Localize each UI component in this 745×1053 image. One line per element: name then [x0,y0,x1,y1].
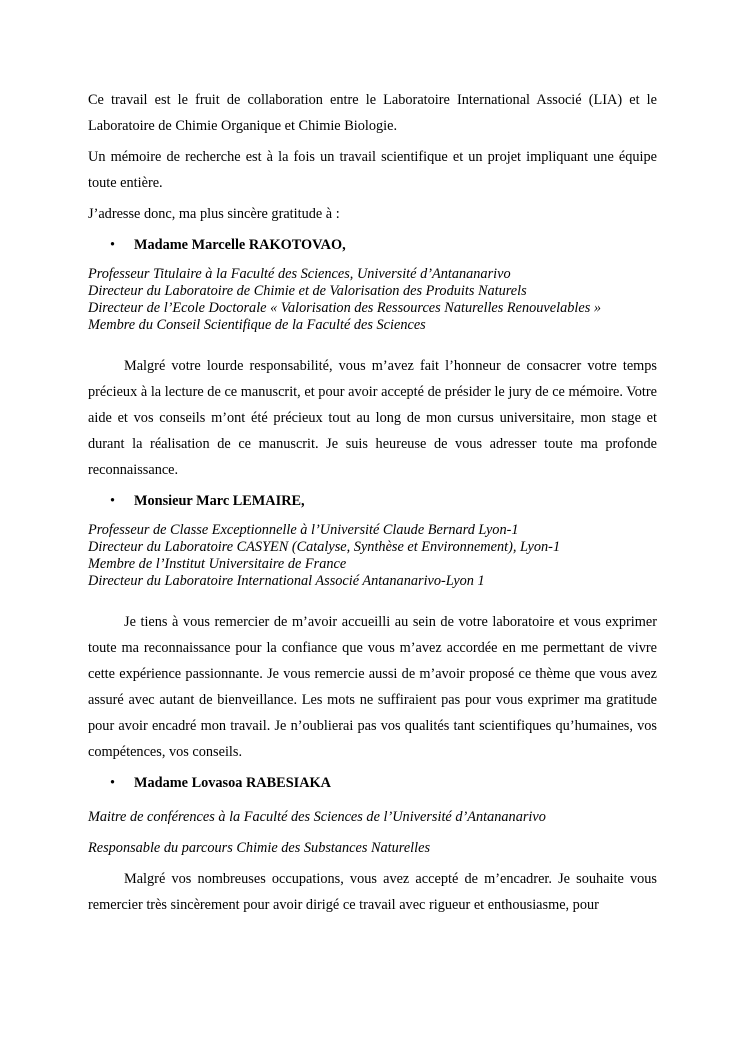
person-1-title-line: Professeur Titulaire à la Faculté des Sciences, Université d’Antananarivo [88,266,511,282]
person-2-titles [88,522,657,590]
person-2-title-line: Directeur du Laboratoire International Associé Antananarivo-Lyon 1 [88,573,485,589]
person-2-title-line: Membre de l’Institut Universitaire de France [88,556,347,572]
person-1-title-line: Directeur du Laboratoire de Chimie et de Valorisation des Produits Naturels [88,283,527,299]
person-3-heading [88,770,657,796]
person-3-name: Madame Lovasoa RABESIAKA [134,775,331,791]
intro-paragraph-1: Ce travail est le fruit de collaboration entre le Laboratoire International Associé (LIA) et le Laboratoire de Chimie Organique et Chimie Biologie. [88,92,657,134]
person-2-title-line: Directeur du Laboratoire CASYEN (Catalyse, Synthèse et Environnement), Lyon-1 [88,539,561,555]
person-3-title-line: Responsable du parcours Chimie des Substances Naturelles [88,840,431,856]
person-2-name: Monsieur Marc LEMAIRE, [134,493,305,509]
person-2-heading [88,488,657,514]
person-3-title-line: Maitre de conférences à la Faculté des Sciences de l’Université d’Antananarivo [88,809,546,825]
bullet-icon: • [110,775,116,791]
person-1-acknowledgement: Malgré votre lourde responsabilité, vous m’avez fait l’honneur de consacrer votre temps précieux à la lecture de ce manuscrit, et pour avoir accepté de présider le jury de ce mémoire. Votre aide et vos conseils m’ont été précieux tout au long de mon cursus universitaire, mon stage et durant la réalisation de ce manuscrit. Je suis heureuse de vous adresser toute ma profonde reconnaissance. [88,358,657,478]
intro-paragraph-3: J’adresse donc, ma plus sincère gratitude à : [88,206,340,222]
intro-paragraph-2: Un mémoire de recherche est à la fois un travail scientifique et un projet impliquant une équipe toute entière. [88,149,657,191]
bullet-icon: • [110,237,116,253]
person-1-heading [88,232,657,258]
person-3-acknowledgement: Malgré vos nombreuses occupations, vous avez accepté de m’encadrer. Je souhaite vous remercier très sincèrement pour avoir dirigé ce travail avec rigueur et enthousiasme, pour [88,871,657,913]
person-2-acknowledgement: Je tiens à vous remercier de m’avoir accueilli au sein de votre laboratoire et vous exprimer toute ma reconnaissance pour la confiance que vous m’avez accordée en me permettant de vivre cette expérience passionnante. Je vous remercie aussi de m’avoir proposé ce thème que vous avez assuré avec autant de bienveillance. Les mots ne suffiraient pas pour vous exprimer ma gratitude pour avoir encadré mon travail. Je n’oublierai pas vos qualités tant scientifiques qu’humaines, vos compétences, vos conseils. [88,614,657,760]
person-2-title-line: Professeur de Classe Exceptionnelle à l’Université Claude Bernard Lyon-1 [88,522,519,538]
person-1-name: Madame Marcelle RAKOTOVAO, [134,237,346,253]
person-1-titles [88,266,657,334]
person-1-title-line: Directeur de l’Ecole Doctorale « Valorisation des Ressources Naturelles Renouvelables » [88,300,601,316]
bullet-icon: • [110,493,116,509]
person-1-title-line: Membre du Conseil Scientifique de la Faculté des Sciences [88,317,426,333]
